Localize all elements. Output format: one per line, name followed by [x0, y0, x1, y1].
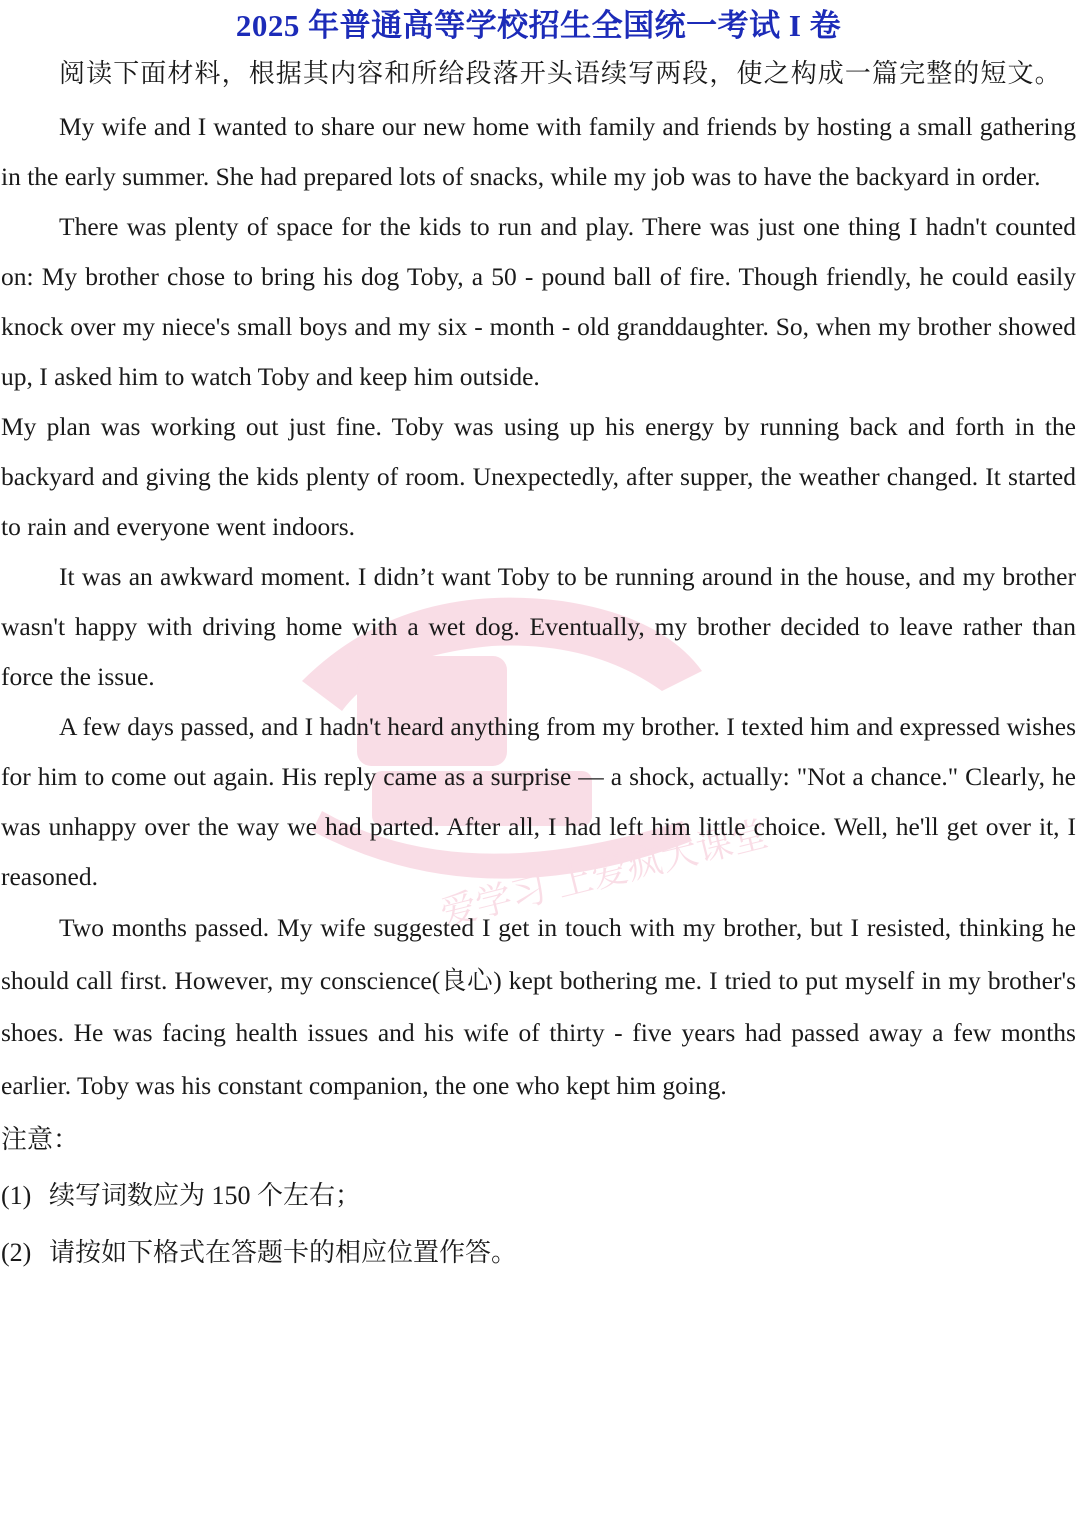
paragraph-3: My plan was working out just fine. Toby was using up his energy by running back and forth in the backyard and giving the kids plenty of room. Unexpectedly, after supper, the weather changed. It started to rain and everyone went indoors.: [1, 412, 1076, 541]
paragraph-1: My wife and I wanted to share our new home with family and friends by hosting a small gathering in the early summer. She had prepared lots of snacks, while my job was to have the backyard in order.: [1, 112, 1076, 191]
note-number: (2): [1, 1238, 32, 1267]
paragraph-6: Two months passed. My wife suggested I get in touch with my brother, but I resisted, thinking he should call first. However, my conscience(良心) kept bothering me. I tried to put myself in my brother's shoes. He was facing health issues and his wife of thirty - five years had passed away a few months earlier. Toby was his constant companion, the one who kept him going.: [1, 913, 1076, 1100]
instruction-text: 阅读下面材料，根据其内容和所给段落开头语续写两段，使之构成一篇完整的短文。: [59, 59, 1062, 88]
note-text: 续写词数应为 150 个左右；: [49, 1181, 362, 1210]
note-item-2: [1, 1224, 1076, 1281]
exam-page: [0, 6, 1080, 1533]
watermark-text: 爱学习 上爱疯大课堂: [436, 813, 773, 935]
exam-title: 2025 年普通高等学校招生全国统一考试 I 卷: [235, 8, 842, 43]
paragraph-2: There was plenty of space for the kids to run and play. There was just one thing I hadn't counted on: My brother chose to bring his dog Toby, a 50 - pound ball of fire. Though friendly, he could easily knock over my niece's small boys and my six - month - old granddaughter. So, when my brother showed up, I asked him to watch Toby and keep him outside.: [1, 212, 1076, 391]
note-number: (1): [1, 1181, 32, 1210]
note-item-1: [1, 1167, 1076, 1224]
notes-heading: 注意：: [1, 1125, 80, 1154]
note-text: 请按如下格式在答题卡的相应位置作答。: [49, 1238, 518, 1267]
paragraph-4: It was an awkward moment. I didn’t want Toby to be running around in the house, and my brother wasn't happy with driving home with a wet dog. Eventually, my brother decided to leave rather than force the issue.: [1, 562, 1076, 691]
paragraph-5: A few days passed, and I hadn't heard anything from my brother. I texted him and expressed wishes for him to come out again. His reply came as a surprise — a shock, actually: "Not a chance." Clearly, he was unhappy over the way we had parted. After all, I had left him little choice. Well, he'll get over it, I reasoned.: [1, 712, 1076, 891]
